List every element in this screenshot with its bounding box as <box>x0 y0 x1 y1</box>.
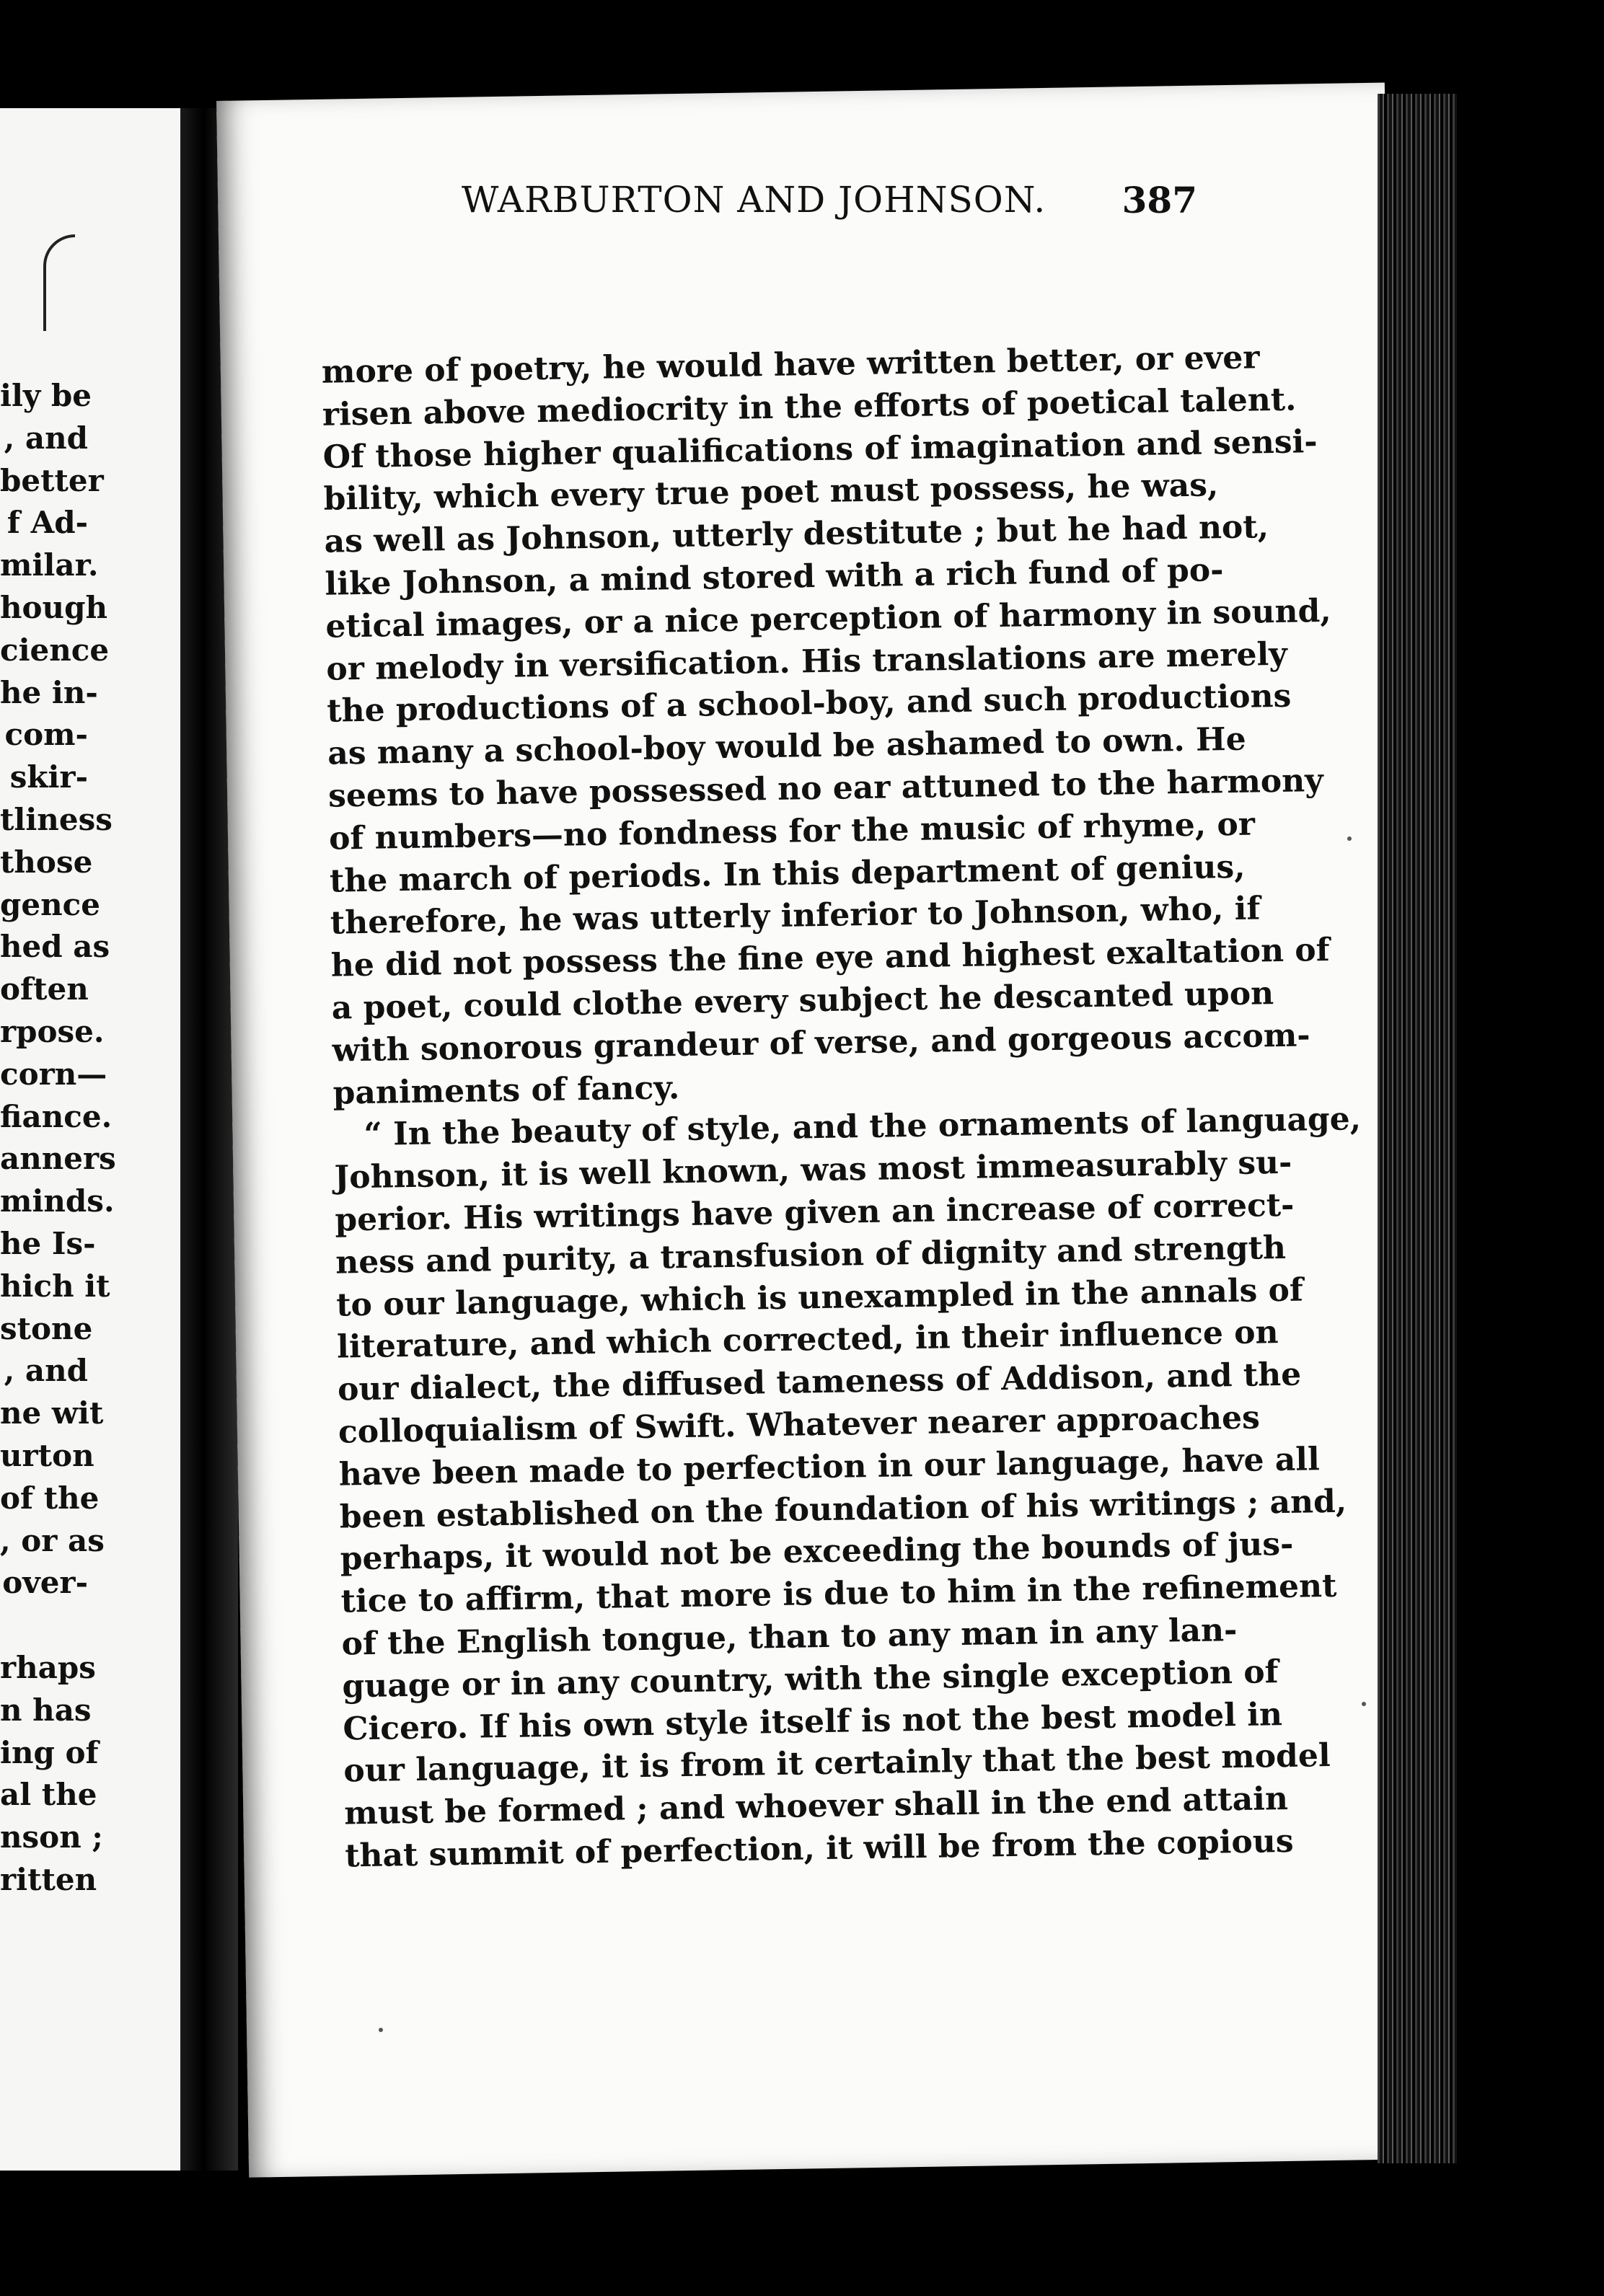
text-line: literature, and which corrected, in their influence on <box>336 1314 1279 1366</box>
left-text-fragment: of the <box>0 1480 100 1516</box>
left-text-fragment: milar. <box>0 547 99 583</box>
left-page-text <box>0 375 116 1902</box>
left-text-fragment: those <box>0 844 93 880</box>
left-text-fragment: corn— <box>0 1056 107 1092</box>
text-line: of numbers—no fondness for the music of rhyme, or <box>328 805 1256 857</box>
text-line: etical images, or a nice perception of harmony in sound, <box>325 592 1331 645</box>
text-line: paniments of fancy. <box>332 1069 680 1112</box>
left-text-fragment: ritten <box>0 1861 97 1897</box>
right-page <box>216 83 1417 2178</box>
left-text-fragment: he in- <box>0 674 98 710</box>
left-text-fragment: urton <box>0 1437 94 1473</box>
left-text-fragment: minds. <box>0 1183 115 1219</box>
text-line: been established on the foundation of his writings ; and, <box>339 1483 1347 1536</box>
left-text-fragment: f Ad- <box>6 505 88 541</box>
text-line: he did not possess the fine eye and highest exaltation of <box>330 932 1330 984</box>
left-text-fragment: , and <box>4 1353 88 1389</box>
left-text-fragment: com- <box>4 717 88 753</box>
text-line: ness and purity, a transfusion of dignity and strength <box>335 1229 1287 1281</box>
text-line: have been made to perfection in our language, have all <box>338 1440 1321 1493</box>
text-line: the productions of a school-boy, and such productions <box>326 678 1292 730</box>
text-line: therefore, he was utterly inferior to Johnson, who, if <box>330 890 1261 942</box>
body-text <box>321 338 1362 1878</box>
text-line: a poet, could clothe every subject he descanted upon <box>331 975 1274 1027</box>
text-line: Johnson, it is well known, was most immeasurably su- <box>334 1144 1292 1196</box>
text-line: our dialect, the diffused tameness of Addison, and the <box>337 1356 1302 1408</box>
text-line: or melody in versification. His translations are merely <box>325 635 1288 688</box>
text-line: Of those higher qualifications of imagination and sensi- <box>322 423 1318 476</box>
left-text-fragment: fiance. <box>0 1098 113 1134</box>
text-line: perior. His writings have given an increase of correct- <box>334 1186 1295 1239</box>
left-text-fragment: ne wit <box>0 1395 104 1431</box>
left-text-fragment: skir- <box>9 759 88 795</box>
left-text-fragment: rpose. <box>0 1013 105 1049</box>
left-text-fragment: n has <box>0 1692 92 1728</box>
left-text-fragment: often <box>0 971 89 1007</box>
left-text-fragment: hich it <box>0 1268 110 1304</box>
text-line: “ In the beauty of style, and the ornaments of language, <box>363 1100 1362 1154</box>
left-text-fragment: rhaps <box>0 1649 96 1685</box>
left-text-fragment: al the <box>0 1777 97 1813</box>
text-line: must be formed ; and whoever shall in the end attain <box>343 1780 1289 1832</box>
text-line: seems to have possessed no ear attuned to the harmony <box>327 761 1324 815</box>
page-edges <box>1378 94 1457 2163</box>
text-line: the march of periods. In this department of genius, <box>329 848 1246 900</box>
left-text-fragment <box>0 1604 88 1647</box>
text-line: that summit of perfection, it will be from the copious <box>344 1822 1294 1875</box>
text-line: like Johnson, a mind stored with a rich fund of po- <box>325 552 1224 603</box>
left-text-fragment: gence <box>0 886 100 922</box>
text-line: of the English tongue, than to any man in any lan- <box>341 1611 1238 1663</box>
text-line: perhaps, it would not be exceeding the bounds of jus- <box>340 1526 1294 1578</box>
text-line: as many a school-boy would be ashamed to own. He <box>327 720 1246 772</box>
left-text-fragment: he Is- <box>0 1225 96 1261</box>
left-text-fragment: ily be <box>0 378 92 413</box>
left-text-fragment: stone <box>0 1310 93 1346</box>
text-line: bility, which every true poet must possess, he was, <box>323 467 1219 518</box>
left-text-fragment: hed as <box>0 929 110 965</box>
text-line: colloquialism of Swift. Whatever nearer approaches <box>338 1399 1261 1451</box>
text-line: tice to affirm, that more is due to him in the refinement <box>340 1567 1337 1620</box>
left-text-fragment: over- <box>2 1565 88 1601</box>
text-line: with sonorous grandeur of verse, and gorgeous accom- <box>332 1017 1311 1069</box>
margin-pencil-mark <box>43 234 75 331</box>
text-line: guage or in any country, with the single exception of <box>342 1653 1279 1705</box>
text-line: more of poetry, he would have written better, or ever <box>321 339 1260 391</box>
left-text-fragment: ing of <box>0 1734 99 1770</box>
left-text-fragment: nson ; <box>0 1819 103 1855</box>
text-line: Cicero. If his own style itself is not the best model in <box>343 1695 1283 1748</box>
left-text-fragment: cience <box>0 632 110 668</box>
left-page-fragment <box>0 108 180 2171</box>
left-text-fragment: , and <box>4 420 88 456</box>
text-line: as well as Johnson, utterly destitute ; but he had not, <box>324 508 1269 560</box>
left-text-fragment: , or as <box>0 1522 105 1558</box>
running-title: WARBURTON AND JOHNSON. <box>462 179 1046 221</box>
text-line: risen above mediocrity in the efforts of poetical talent. <box>322 381 1297 433</box>
scan-speck <box>1347 836 1352 841</box>
left-text-fragment: anners <box>0 1141 116 1177</box>
left-text-fragment: better <box>0 462 104 498</box>
text-line: our language, it is from it certainly that the best model <box>343 1737 1331 1790</box>
scan-speck <box>1362 1702 1366 1706</box>
page-number: 387 <box>1122 179 1197 221</box>
left-text-fragment: tliness <box>0 801 113 837</box>
left-text-fragment: hough <box>0 589 107 625</box>
scan-speck <box>379 2028 383 2032</box>
text-line: to our language, which is unexampled in the annals of <box>335 1271 1304 1324</box>
